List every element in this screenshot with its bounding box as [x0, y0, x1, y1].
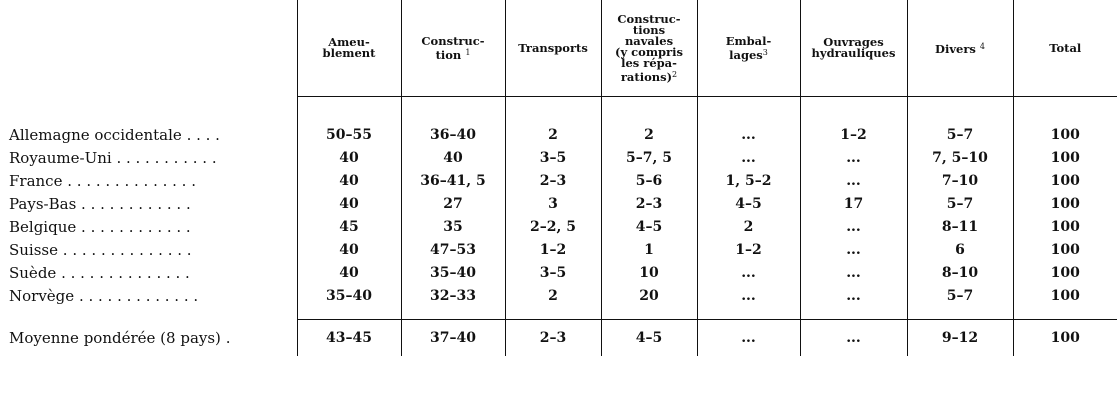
cell-ameublement: 40: [297, 146, 401, 169]
footnote-4: 4: [979, 42, 985, 51]
cell-divers: 7, 5–10: [907, 146, 1013, 169]
cell-constructions-navales: 4–5: [601, 215, 697, 238]
dot-leader: . . . . . . . . . . . . .: [78, 286, 199, 305]
table-row: [6, 284, 1117, 307]
cell-emballages: 1, 5–2: [697, 169, 800, 192]
cell-transports: 3–5: [505, 261, 601, 284]
cell-ameublement: 45: [297, 215, 401, 238]
cell-divers: 8–10: [907, 261, 1013, 284]
cell-ouvrages-hydrauliques: ...: [800, 215, 907, 238]
cell-transports: 1–2: [505, 238, 601, 261]
cell-total: 100: [1013, 320, 1117, 357]
table-row: [6, 146, 1117, 169]
cell-divers: 5–7: [907, 284, 1013, 307]
footnote-3: 3: [762, 47, 768, 57]
row-label: [6, 215, 297, 238]
cell-construction: 27: [401, 192, 505, 215]
dot-leader: . . . . . . . . . . . . . .: [61, 263, 190, 282]
dot-leader: . . . .: [186, 125, 220, 144]
country-name: Suède: [9, 263, 57, 282]
cell-emballages: 2: [697, 215, 800, 238]
cell-construction: 32–33: [401, 284, 505, 307]
dot-leader: . . . . . . . . . . . . . .: [62, 240, 192, 259]
cell-construction: 36–40: [401, 123, 505, 146]
country-name: Belgique: [9, 217, 77, 236]
cell-ouvrages-hydrauliques: ...: [800, 238, 907, 261]
cell-constructions-navales: 5–6: [601, 169, 697, 192]
cell-transports: 2: [505, 123, 601, 146]
spacer-row: [6, 307, 1117, 320]
cell-constructions-navales: 20: [601, 284, 697, 307]
cell-total: 100: [1013, 192, 1117, 215]
cell-ameublement: 35–40: [297, 284, 401, 307]
dot-leader: . . . . . . . . . . . . . .: [67, 171, 196, 190]
cell-transports: 2: [505, 284, 601, 307]
header-construction: Construc- tion $^1$: [401, 0, 505, 97]
cell-construction: 47–53: [401, 238, 505, 261]
cell-constructions-navales: 2: [601, 123, 697, 146]
cell-ouvrages-hydrauliques: ...: [800, 169, 907, 192]
cell-constructions-navales: 10: [601, 261, 697, 284]
table-row: [6, 169, 1117, 192]
cell-construction: 35–40: [401, 261, 505, 284]
row-label: [6, 238, 297, 261]
cell-emballages: ...: [697, 123, 800, 146]
country-name: Suisse: [9, 240, 59, 259]
cell-constructions-navales: 5–7, 5: [601, 146, 697, 169]
cell-constructions-navales: 1: [601, 238, 697, 261]
cell-total: 100: [1013, 146, 1117, 169]
header-row: [6, 0, 1117, 97]
cell-transports: 3–5: [505, 146, 601, 169]
cell-construction: 35: [401, 215, 505, 238]
cell-transports: 2–2, 5: [505, 215, 601, 238]
dot-leader: .: [225, 328, 231, 347]
cell-transports: 2–3: [505, 169, 601, 192]
cell-divers: 7–10: [907, 169, 1013, 192]
header-constructions-navales: Construc- tions navales (y compris les répa- rations)$^2$: [601, 0, 697, 97]
table-row: [6, 238, 1117, 261]
cell-divers: 5–7: [907, 123, 1013, 146]
cell-constructions-navales: 2–3: [601, 192, 697, 215]
row-label: [6, 169, 297, 192]
row-label: [6, 146, 297, 169]
cell-constructions-navales: 4–5: [601, 320, 697, 357]
cell-total: 100: [1013, 238, 1117, 261]
header-transports: Transports: [505, 0, 601, 97]
cell-ameublement: 40: [297, 238, 401, 261]
cell-ameublement: 40: [297, 192, 401, 215]
cell-emballages: 1–2: [697, 238, 800, 261]
country-name: Royaume-Uni: [9, 148, 112, 167]
cell-ouvrages-hydrauliques: ...: [800, 284, 907, 307]
cell-ouvrages-hydrauliques: ...: [800, 261, 907, 284]
country-name: France: [9, 171, 63, 190]
header-ouvrages-hydrauliques: Ouvrages hydrauliques: [800, 0, 907, 97]
cell-emballages: ...: [697, 284, 800, 307]
table-row: [6, 123, 1117, 146]
cell-construction: 36–41, 5: [401, 169, 505, 192]
cell-emballages: 4–5: [697, 192, 800, 215]
cell-transports: 3: [505, 192, 601, 215]
average-row: [6, 320, 1117, 357]
cell-divers: 9–12: [907, 320, 1013, 357]
row-label: [6, 261, 297, 284]
cell-total: 100: [1013, 261, 1117, 284]
table-row: [6, 215, 1117, 238]
country-name: Allemagne occidentale: [9, 125, 182, 144]
cell-divers: 8–11: [907, 215, 1013, 238]
cell-total: 100: [1013, 284, 1117, 307]
footnote-2: 2: [672, 69, 678, 79]
header-divers: Divers $^4$: [907, 0, 1013, 97]
dot-leader: . . . . . . . . . . . .: [81, 194, 191, 213]
cell-emballages: ...: [697, 146, 800, 169]
header-total: Total: [1013, 0, 1117, 97]
cell-total: 100: [1013, 123, 1117, 146]
row-label: [6, 284, 297, 307]
cell-divers: 6: [907, 238, 1013, 261]
cell-emballages: ...: [697, 261, 800, 284]
cell-ameublement: 50–55: [297, 123, 401, 146]
cell-ouvrages-hydrauliques: ...: [800, 320, 907, 357]
row-label: [6, 123, 297, 146]
cell-ameublement: 40: [297, 261, 401, 284]
cell-emballages: ...: [697, 320, 800, 357]
cell-ameublement: 40: [297, 169, 401, 192]
table-row: [6, 261, 1117, 284]
cell-transports: 2–3: [505, 320, 601, 357]
cell-divers: 5–7: [907, 192, 1013, 215]
spacer-row: [6, 97, 1117, 124]
cell-ouvrages-hydrauliques: 1–2: [800, 123, 907, 146]
cell-construction: 40: [401, 146, 505, 169]
cell-ameublement: 43–45: [297, 320, 401, 357]
country-name: Moyenne pondérée (8 pays): [9, 328, 221, 347]
header-emballages: Embal- lages$^3$: [697, 0, 800, 97]
header-ameublement: Ameu- blement: [297, 0, 401, 97]
row-label: [6, 192, 297, 215]
cell-total: 100: [1013, 215, 1117, 238]
country-name: Pays-Bas: [9, 194, 77, 213]
table-row: [6, 192, 1117, 215]
cell-ouvrages-hydrauliques: 17: [800, 192, 907, 215]
footnote-1: 1: [465, 47, 471, 57]
wood-consumption-table: [6, 0, 1117, 356]
dot-leader: . . . . . . . . . . . .: [81, 217, 191, 236]
cell-ouvrages-hydrauliques: ...: [800, 146, 907, 169]
country-name: Norvège: [9, 286, 75, 305]
dot-leader: . . . . . . . . . . .: [116, 148, 217, 167]
header-blank: [6, 0, 297, 97]
row-label: [6, 320, 297, 357]
cell-total: 100: [1013, 169, 1117, 192]
cell-construction: 37–40: [401, 320, 505, 357]
